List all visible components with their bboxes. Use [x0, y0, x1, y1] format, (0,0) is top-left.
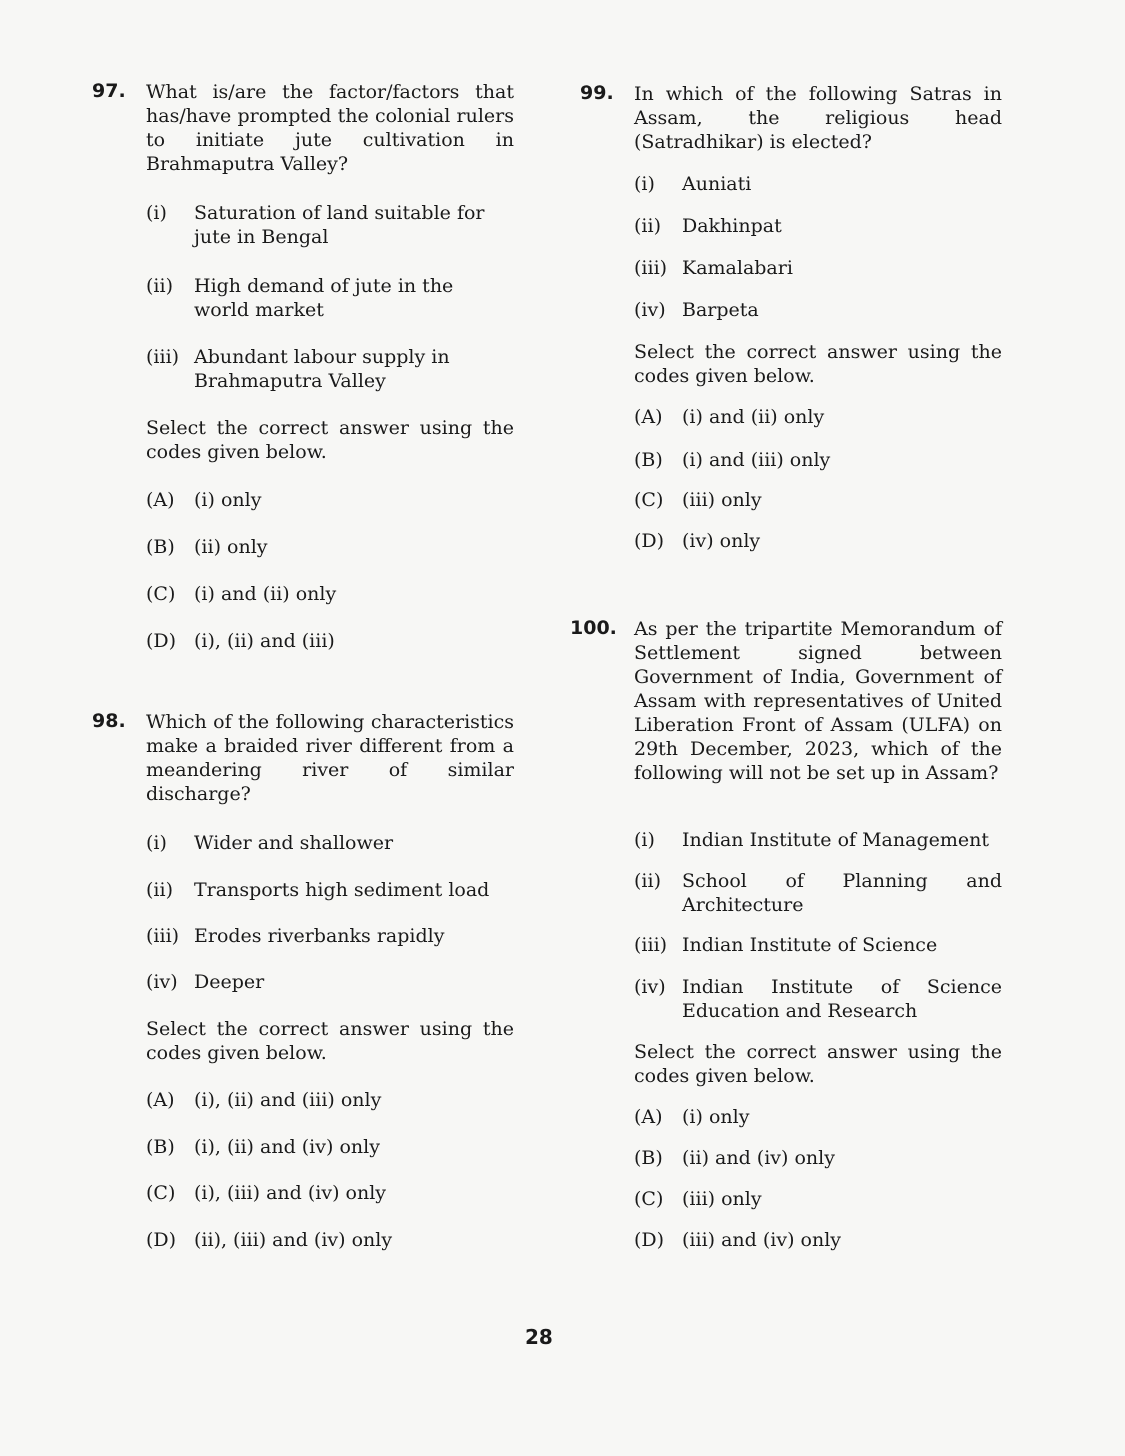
answer-instruction: Select the correct answer using the codes given below. [146, 1018, 514, 1064]
answer-instruction: Select the correct answer using the codes given below. [634, 341, 1002, 387]
statement-label: (iii) [146, 346, 180, 368]
option-label: (C) [146, 1182, 176, 1204]
option-text: (iii) only [682, 1188, 762, 1210]
statement-label: (iv) [146, 971, 178, 993]
option-label: (C) [146, 583, 176, 605]
statement-label: (i) [634, 829, 655, 851]
option-text: (i) and (ii) only [194, 583, 337, 605]
option-text: (i) and (ii) only [682, 406, 825, 428]
option-text: (i), (iii) and (iv) only [194, 1182, 387, 1204]
statement-text: Indian Institute of Management [682, 829, 989, 851]
statement-text: Dakhinpat [682, 215, 782, 237]
statement-label: (i) [146, 832, 167, 854]
statement-label: (iii) [634, 257, 668, 279]
statement-label: (iv) [634, 299, 666, 321]
statement-text: Erodes riverbanks rapidly [194, 925, 445, 947]
option-text: (iii) only [682, 489, 762, 511]
option-text: (i) only [194, 489, 262, 511]
option-text: (iii) and (iv) only [682, 1229, 842, 1251]
statement-text: Deeper [194, 971, 265, 993]
statement-label: (iii) [146, 925, 180, 947]
statement-label: (i) [634, 173, 655, 195]
statement-label: (i) [146, 202, 167, 224]
option-label: (B) [146, 536, 175, 558]
option-text: (iv) only [682, 530, 761, 552]
answer-instruction: Select the correct answer using the codes given below. [146, 417, 514, 463]
option-label: (A) [146, 1089, 175, 1111]
question-text: Which of the following characteristics make a braided river different from a meandering river of similar discharge? [146, 711, 514, 805]
option-label: (A) [146, 489, 175, 511]
option-label: (D) [634, 530, 665, 552]
option-label: (D) [146, 1229, 177, 1251]
statement-label: (ii) [634, 215, 661, 237]
statement-text: Auniati [682, 173, 752, 195]
page-number: 28 [525, 1325, 553, 1349]
statement-text: Wider and shallower [194, 832, 394, 854]
statement-label: (ii) [146, 275, 173, 297]
question-text: What is/are the factor/factors that has/have prompted the colonial rulers to initiate jute cultivation in Brahmaputra Valley? [146, 81, 514, 175]
option-label: (C) [634, 1188, 664, 1210]
option-text: (i), (ii) and (iii) only [194, 1089, 382, 1111]
question-text: In which of the following Satras in Assam, the religious head (Satradhikar) is elected? [634, 83, 1002, 153]
option-text: (ii) and (iv) only [682, 1147, 835, 1169]
question-number: 99. [580, 82, 614, 104]
statement-text: Indian Institute of Science Education and Research [682, 976, 1002, 1022]
statement-text: Barpeta [682, 299, 759, 321]
statement-text: Kamalabari [682, 257, 793, 279]
option-text: (i) and (iii) only [682, 449, 831, 471]
statement-label: (iii) [634, 934, 668, 956]
option-label: (D) [634, 1229, 665, 1251]
question-number: 97. [92, 80, 126, 102]
question-number: 98. [92, 710, 126, 732]
statement-text: Abundant labour supply in Brahmaputra Valley [194, 346, 450, 392]
answer-instruction: Select the correct answer using the codes given below. [634, 1041, 1002, 1087]
question-text: As per the tripartite Memorandum of Settlement signed between Government of India, Government of Assam with representatives of United Liberation Front of Assam (ULFA) on 29th December, 2023, which of the following will not be set up in Assam? [634, 618, 1002, 784]
question-number: 100. [570, 617, 617, 639]
option-text: (i), (ii) and (iii) [194, 630, 335, 652]
option-label: (B) [634, 1147, 663, 1169]
option-text: (i) only [682, 1106, 750, 1128]
statement-label: (iv) [634, 976, 666, 998]
statement-text: Indian Institute of Science [682, 934, 938, 956]
option-text: (i), (ii) and (iv) only [194, 1136, 380, 1158]
statement-text: School of Planning and Architecture [682, 870, 1002, 916]
option-label: (B) [634, 449, 663, 471]
statement-label: (ii) [634, 870, 661, 892]
option-label: (C) [634, 489, 664, 511]
statement-label: (ii) [146, 879, 173, 901]
option-text: (ii), (iii) and (iv) only [194, 1229, 393, 1251]
option-label: (D) [146, 630, 177, 652]
statement-text: High demand of jute in the world market [194, 275, 454, 321]
option-label: (B) [146, 1136, 175, 1158]
option-label: (A) [634, 406, 663, 428]
statement-text: Transports high sediment load [194, 879, 490, 901]
option-text: (ii) only [194, 536, 268, 558]
option-label: (A) [634, 1106, 663, 1128]
statement-text: Saturation of land suitable for jute in Bengal [194, 202, 485, 248]
